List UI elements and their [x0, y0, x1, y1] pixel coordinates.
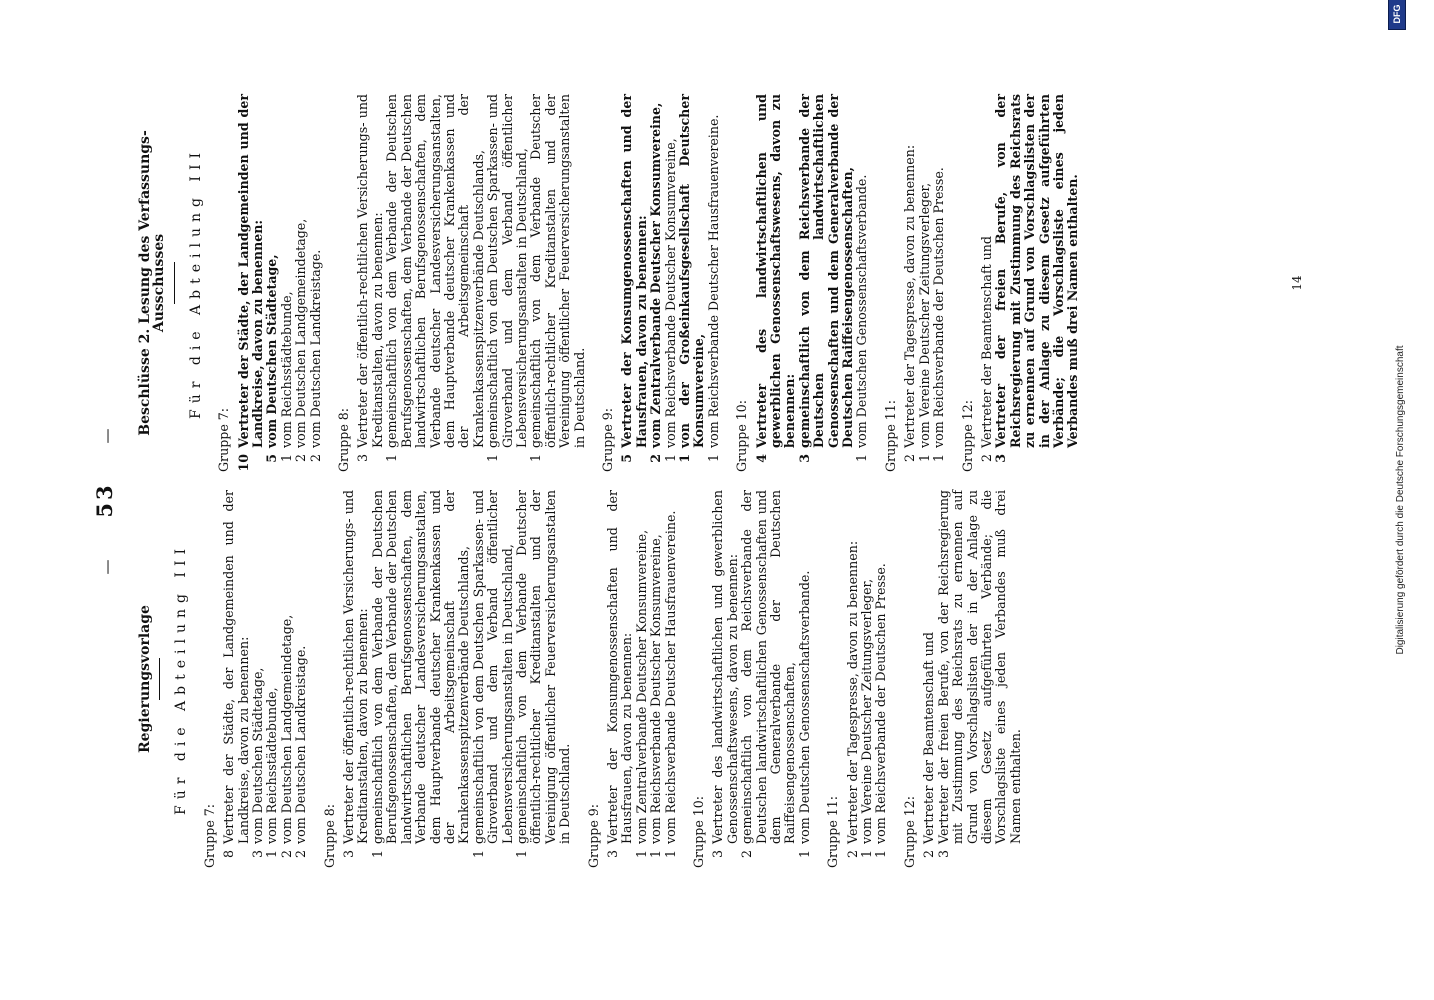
folio-dash-right: — [98, 425, 116, 444]
group-title: Gruppe 11: [882, 399, 898, 472]
group-block [884, 94, 947, 472]
entry-count: 3 [355, 454, 371, 463]
entry-text: Vertreter der öffentlich-rechtlichen Versicherungs- und Kreditanstalten, davon zu benennen: [341, 490, 371, 844]
entry-count: 4 [753, 454, 769, 463]
entry-text: gemeinschaftlich von dem Reichsverbande der Deutschen landwirtschaftlichen Genossenschaften und dem Generalverbande der Deutschen Raiffeisengenossenschaften, [796, 94, 856, 448]
entry-text: gemeinschaftlich von dem Verbande der Deutschen Berufsgenossenschaften, dem Verbande der Deutschen landwirtschaftlichen Berufsgenossenschaften, dem Verbande deutscher Landesversicherungsanstalten, dem Hauptverbande deutscher Krankenkassen und der Arbeitsgemeinschaft der Krankenkassenspitzenverbände Deutschlands, [369, 490, 472, 844]
group-list [203, 490, 1023, 868]
entry-count: 2 [278, 850, 294, 859]
entry-text: gemeinschaftlich von dem Deutschen Sparkassen- und Giroverband und dem Verband öffentlicher Lebensversicherungsanstalten in Deutschland, [485, 94, 529, 448]
group-entry [356, 94, 385, 472]
entry-count: 1 [662, 454, 678, 463]
entry-text: vom Reichsstädtebunde, [264, 687, 280, 844]
entry-count: 1 [633, 850, 649, 859]
entry-count: 2 [921, 850, 937, 859]
entry-count: 1 [859, 850, 875, 859]
group-entry [922, 490, 936, 868]
group-block [826, 490, 889, 868]
entry-count: 2 [978, 454, 994, 463]
entry-count: 1 [648, 850, 664, 859]
group-entry [342, 490, 371, 868]
group-entry [294, 490, 308, 868]
group-entry [309, 94, 323, 472]
entry-count: 3 [710, 850, 726, 859]
entry-text: vom Deutschen Landkreistage. [307, 249, 323, 448]
page-folio [92, 0, 117, 1000]
group-entry [486, 94, 529, 472]
group-entry [222, 490, 251, 868]
entry-text: vom Deutschen Städtetage, [264, 254, 280, 448]
column-footer-number: 14 [1290, 275, 1304, 291]
group-entry [918, 94, 932, 472]
group-entry [265, 94, 279, 472]
group-entry [635, 490, 649, 868]
entry-count: 1 [873, 850, 889, 859]
entry-text: vom Reichsverbande Deutscher Hausfrauenvereine. [662, 510, 678, 844]
entry-text: Vertreter der Tagespresse, davon zu benennen: [902, 144, 918, 448]
entry-text: Vertreter der freien Berufe, von der Reichsregierung mit Zustimmung des Reichsrats zu ernennen auf Grund von Vorschlagslisten der in der Anlage zu diesem Gesetz aufgeführten Verbände; die Vorschlagsliste eines jeden Verbandes muß drei Namen enthalten. [993, 94, 1081, 448]
group-title: Gruppe 11: [825, 795, 841, 868]
heading-rule [174, 262, 175, 304]
page-number: 53 [92, 482, 117, 518]
entry-text: gemeinschaftlich von dem Verbande Deutscher öffentlich-rechtlicher Kreditanstalten und der Vereinigung öffentlicher Feuerversicherungsanstalten in Deutschland. [528, 94, 587, 448]
group-entry [664, 490, 678, 868]
entry-count: 1 [662, 850, 678, 859]
entry-count: 1 [916, 454, 932, 463]
group-entry [860, 490, 874, 868]
entry-count: 8 [221, 850, 237, 859]
group-title: Gruppe 10: [734, 399, 750, 472]
group-entry [664, 94, 678, 472]
group-entry [385, 94, 486, 472]
entry-text: Vertreter der Städte, der Landgemeinden und der Landkreise, davon zu benennen: [235, 94, 266, 448]
abteilung-heading: Für die Abteilung III [173, 542, 190, 816]
entry-text: vom Deutschen Landkreistage. [293, 645, 309, 844]
entry-text: vom Reichsstädtebunde, [278, 291, 294, 448]
entry-count: 10 [235, 454, 251, 472]
group-entry [932, 94, 946, 472]
group-entry [515, 490, 573, 868]
group-title: Gruppe 9: [599, 407, 615, 472]
entry-text: gemeinschaftlich von dem Deutschen Sparkassen- und Giroverband und dem Verband öffentlicher Lebensversicherungsanstalten in Deutschland, [470, 490, 515, 844]
group-entry [294, 94, 308, 472]
entry-count: 5 [619, 454, 635, 463]
entry-count: 3 [993, 454, 1009, 463]
entry-count: 1 [854, 454, 870, 463]
group-title: Gruppe 12: [959, 399, 975, 472]
entry-text: von der Großeinkaufsgesellschaft Deutscher Konsumvereine, [677, 94, 707, 448]
entry-text: Vertreter der Beamtenschaft und [921, 632, 937, 844]
entry-count: 2 [307, 454, 323, 463]
entry-count: 2 [902, 454, 918, 463]
dfg-logo: DFG [1388, 0, 1406, 30]
entry-text: Vertreter der Tagespresse, davon zu benennen: [844, 540, 860, 844]
entry-text: gemeinschaftlich von dem Verbande Deutscher öffentlich-rechtlicher Kreditanstalten und der Vereinigung öffentlicher Feuerversicherungsanstalten in Deutschland. [513, 490, 573, 844]
group-title: Gruppe 12: [901, 795, 917, 868]
group-entry [711, 490, 740, 868]
group-entry [846, 490, 860, 868]
group-title: Gruppe 8: [321, 803, 337, 868]
entry-count: 5 [264, 454, 280, 463]
entry-text: vom Reichsverbande der Deutschen Presse. [873, 563, 889, 844]
entry-text: vom Deutschen Städtetage, [250, 667, 266, 844]
entry-text: vom Reichsverbande Deutscher Konsumvereine, [648, 534, 664, 844]
group-list [217, 94, 1081, 472]
group-title: Gruppe 10: [691, 795, 706, 868]
group-block [735, 94, 870, 472]
group-block [587, 490, 678, 868]
entry-count: 1 [278, 454, 294, 463]
entry-count: 3 [604, 850, 620, 859]
entry-text: vom Zentralverbande Deutscher Konsumvereine, [633, 529, 649, 844]
group-entry [980, 94, 994, 472]
group-block [337, 94, 587, 472]
group-entry [903, 94, 917, 472]
column-heading: Beschlüsse 2. Lesung des Verfassungs-Ausschusses [137, 130, 168, 436]
group-entry [740, 490, 798, 868]
entry-count: 2 [293, 850, 309, 859]
group-title: Gruppe 7: [216, 407, 232, 472]
entry-count: 1 [264, 850, 280, 859]
entry-count: 3 [935, 850, 951, 859]
heading-rule [159, 658, 160, 700]
group-entry [798, 490, 812, 868]
entry-text: vom Zentralverbande Deutscher Konsumvereine, [648, 102, 664, 448]
group-block [203, 490, 309, 868]
entry-text: vom Reichsverbande Deutscher Hausfrauenvereine. [705, 114, 721, 448]
entry-text: vom Vereine Deutscher Zeitungsverleger, [916, 182, 932, 448]
entry-count: 3 [250, 850, 266, 859]
entry-count: 1 [796, 850, 812, 859]
group-entry [606, 490, 635, 868]
entry-count: 1 [705, 454, 721, 463]
group-entry [649, 94, 663, 472]
abteilung-heading: Für die Abteilung III [187, 146, 204, 420]
entry-text: vom Deutschen Genossenschaftsverbande. [854, 174, 870, 448]
entry-count: 2 [648, 454, 664, 463]
group-entry [280, 94, 294, 472]
entry-text: Vertreter der freien Berufe, von der Reichsregierung mit Zustimmung des Reichsrats zu ernennen auf Grund von Vorschlagslisten der in der Anlage zu diesem Gesetz aufgeführten Verbände; die Vorschlagsliste eines jeden Verbandes muß drei Namen enthalten. [935, 490, 1023, 844]
group-entry [855, 94, 869, 472]
entry-text: gemeinschaftlich von dem Verbande der Deutschen Berufsgenossenschaften, dem Verbande der Deutschen landwirtschaftlichen Berufsgenossenschaften, dem Verbande deutscher Landesversicherungsanstalten, dem Hauptverbande deutscher Krankenkassen und der Arbeitsgemeinschaft der Krankenkassenspitzenverbände Deutschlands, [384, 94, 486, 448]
entry-text: Vertreter der Beamtenschaft und [978, 236, 994, 448]
group-block [903, 490, 1023, 868]
entry-text: vom Deutschen Landgemeindetage, [278, 614, 294, 844]
entry-count: 2 [739, 850, 755, 859]
group-block [323, 490, 573, 868]
group-entry [265, 490, 279, 868]
entry-text: Vertreter des landwirtschaftlichen und gewerblichen Genossenschaftswesens, davon zu benennen: [710, 490, 740, 844]
entry-count: 3 [341, 850, 357, 859]
group-entry [649, 490, 663, 868]
group-entry [755, 94, 798, 472]
column-beschluesse [138, 94, 1095, 472]
group-block [217, 94, 323, 472]
entry-text: Vertreter der Städte, der Landgemeinden und der Landkreise, davon zu benennen: [221, 490, 251, 844]
column-heading: Regierungsvorlage [137, 605, 153, 753]
group-entry [251, 490, 265, 868]
entry-count: 1 [470, 850, 486, 859]
entry-count: 1 [369, 850, 385, 859]
entry-count: 2 [844, 850, 860, 859]
group-entry [529, 94, 587, 472]
folio-dash-left: — [98, 556, 116, 575]
group-block [961, 94, 1081, 472]
entry-text: Vertreter der öffentlich-rechtlichen Versicherungs- und Kreditanstalten, davon zu benennen: [355, 94, 385, 448]
entry-count: 3 [796, 454, 812, 463]
column-regierungsvorlage [138, 490, 1037, 868]
entry-count: 1 [931, 454, 947, 463]
group-entry [994, 94, 1080, 472]
entry-text: Vertreter der Konsumgenossenschaften und der Hausfrauen, davon zu benennen: [619, 94, 649, 448]
group-entry [237, 94, 266, 472]
group-entry [798, 94, 856, 472]
entry-text: vom Reichsverbande der Deutschen Presse. [931, 167, 947, 448]
entry-count: 1 [677, 454, 692, 463]
entry-text: gemeinschaftlich von dem Reichsverbande der Deutschen landwirtschaftlichen Genossenschaften und dem Generalverbande der Deutschen Raiffeisengenossenschaften, [739, 490, 798, 844]
entry-text: Vertreter des landwirtschaftlichen und gewerblichen Genossenschaftswesens, davon zu benennen: [753, 94, 798, 448]
group-entry [620, 94, 649, 472]
group-entry [707, 94, 721, 472]
entry-text: vom Deutschen Genossenschaftsverbande. [796, 570, 812, 844]
entry-count: 1 [513, 850, 529, 859]
entry-count: 2 [293, 454, 309, 463]
group-entry [678, 94, 707, 472]
entry-text: vom Reichsverbande Deutscher Konsumvereine, [662, 138, 678, 448]
entry-text: vom Deutschen Landgemeindetage, [293, 218, 309, 448]
group-title: Gruppe 7: [201, 803, 217, 868]
group-entry [937, 490, 1023, 868]
entry-count: 1 [384, 454, 400, 463]
entry-text: vom Vereine Deutscher Zeitungsverleger, [859, 578, 875, 844]
group-entry [371, 490, 472, 868]
group-block [692, 490, 812, 868]
group-block [601, 94, 721, 472]
entry-count: 1 [485, 454, 501, 463]
group-entry [280, 490, 294, 868]
digitization-note [1378, 4, 1426, 990]
group-entry [472, 490, 515, 868]
entry-count: 1 [528, 454, 544, 463]
digitization-text: Digitalisierung gefördert durch die Deutsche Forschungsgemeinschaft [1395, 345, 1406, 655]
entry-text: Vertreter der Konsumgenossenschaften und der Hausfrauen, davon zu benennen: [604, 490, 635, 844]
group-entry [874, 490, 888, 868]
group-title: Gruppe 8: [336, 407, 352, 472]
group-title: Gruppe 9: [585, 803, 601, 868]
